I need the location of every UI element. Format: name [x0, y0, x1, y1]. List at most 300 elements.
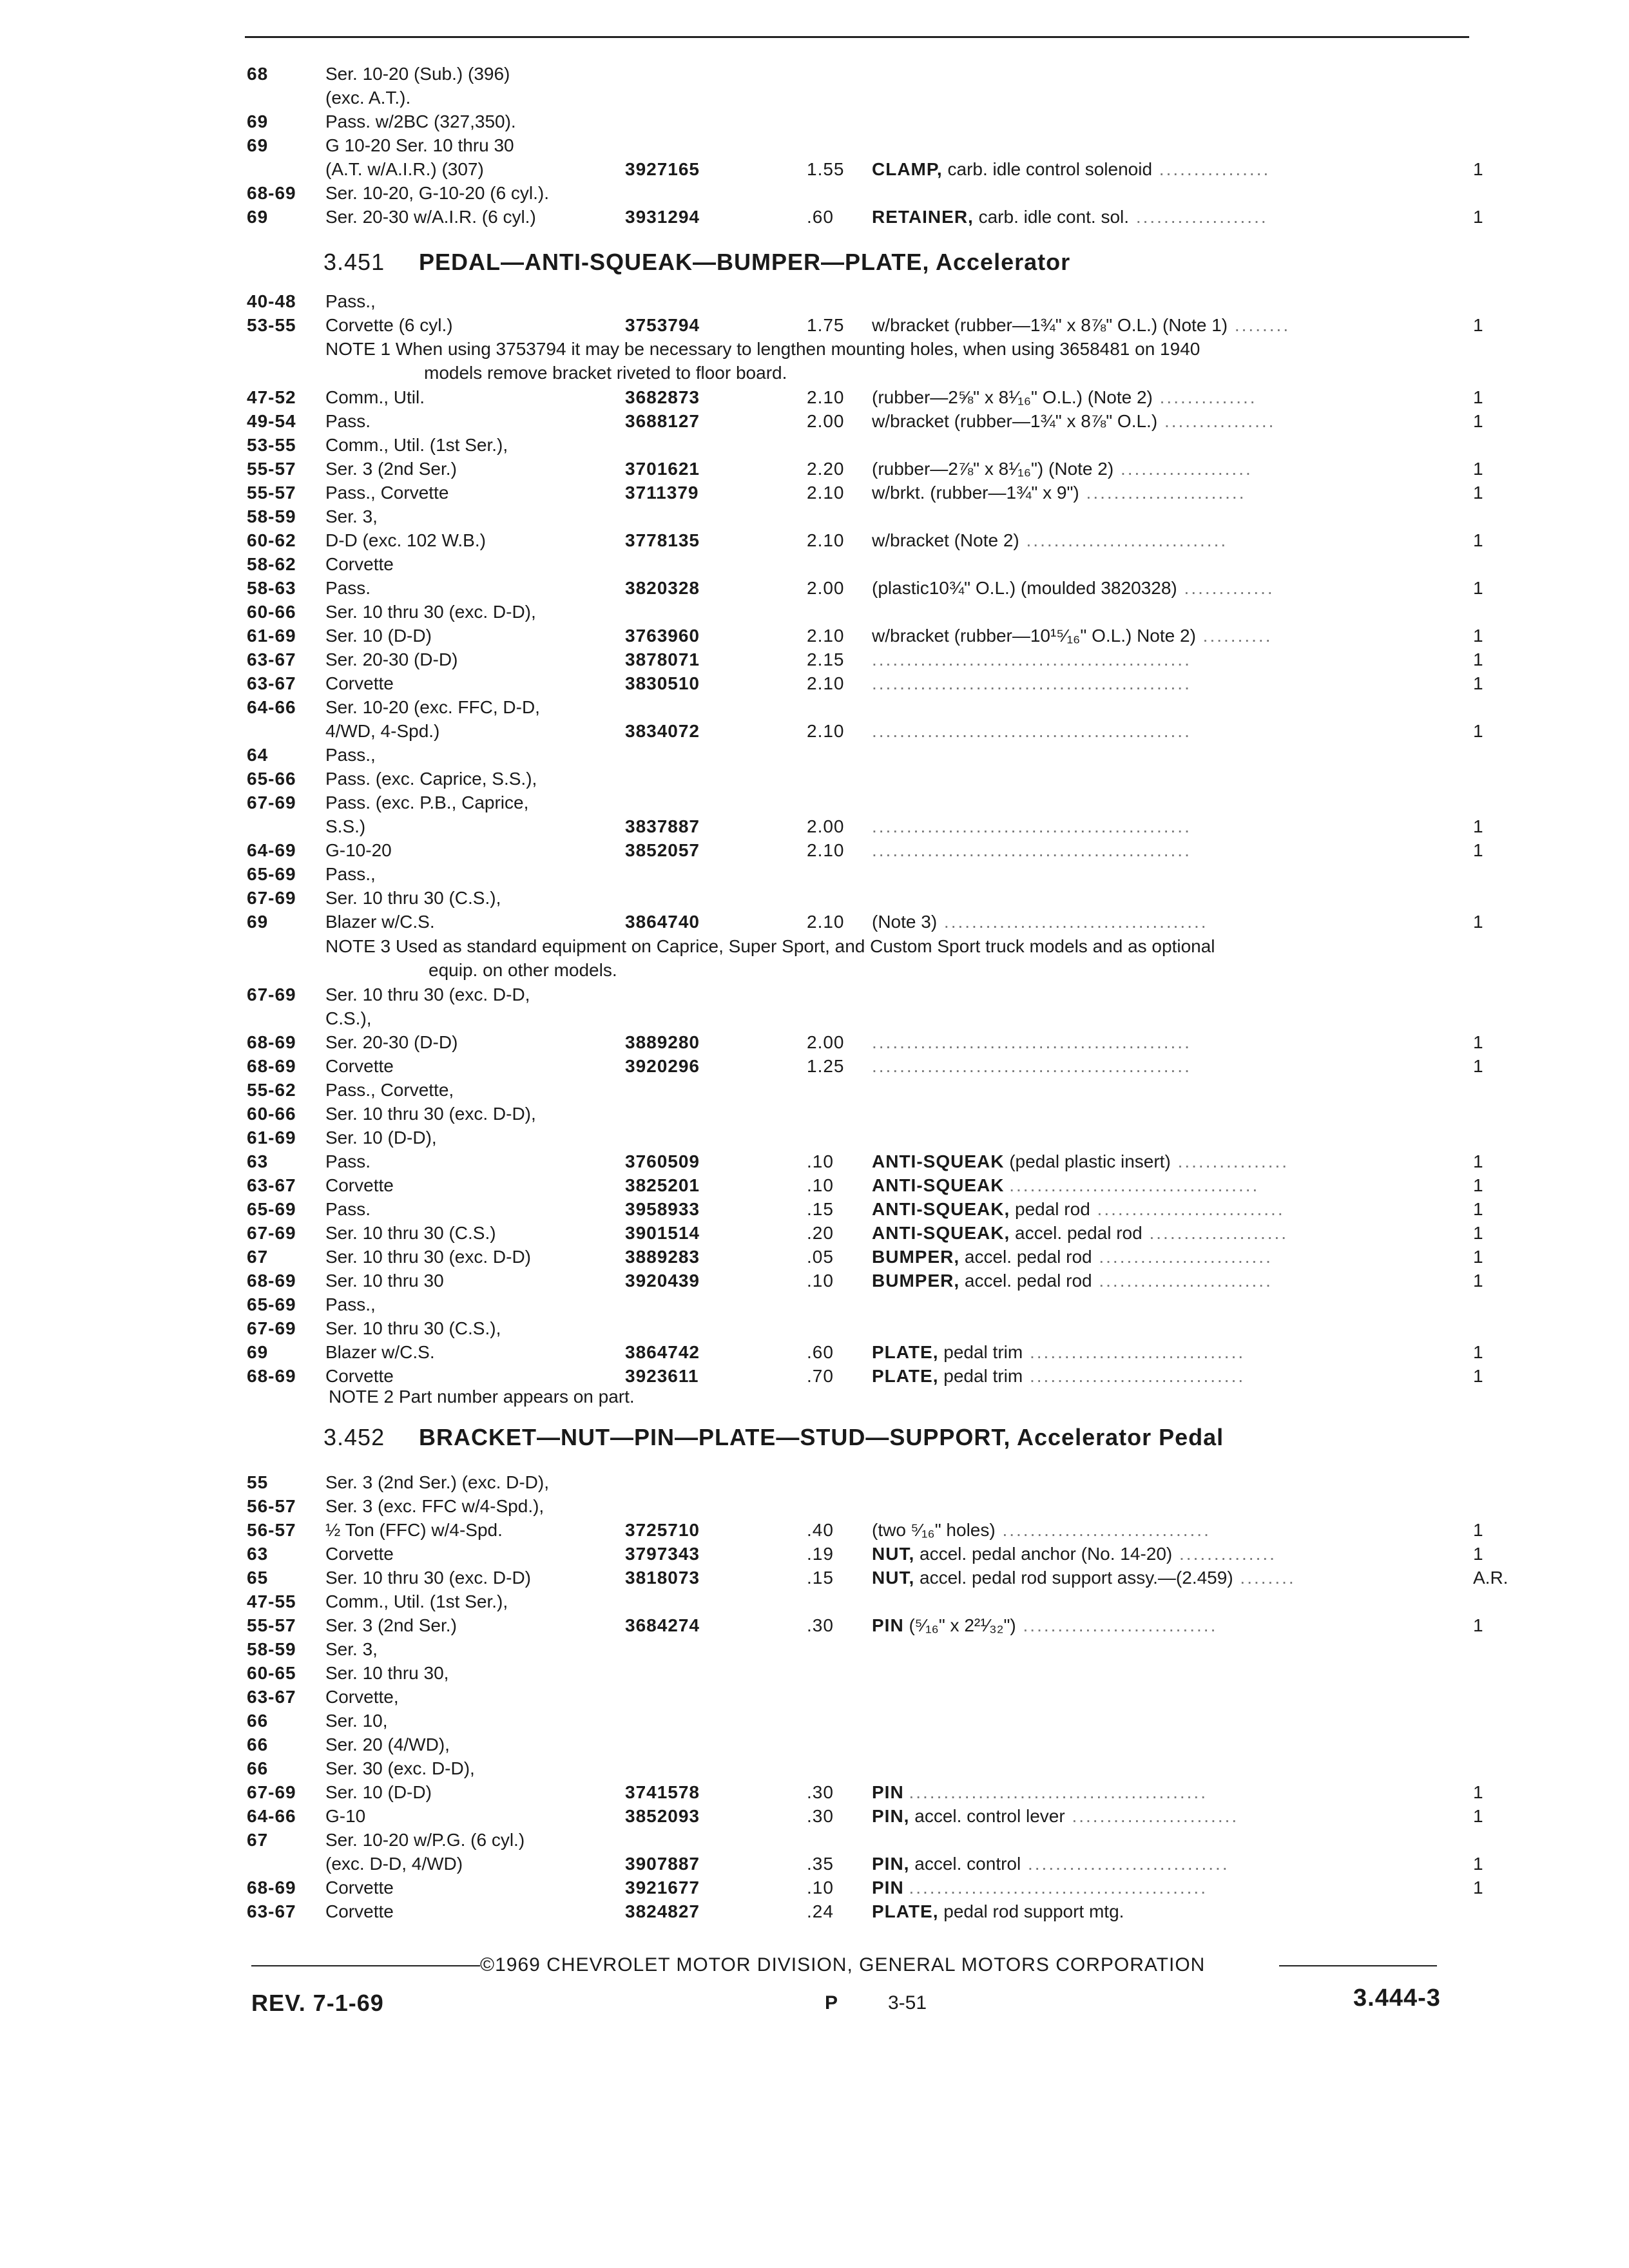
quantity: 1: [1473, 387, 1483, 407]
parts-row: [0, 313, 1629, 338]
parts-row: [0, 1149, 1629, 1174]
parts-row: [0, 1006, 1629, 1031]
model-years: 64-69: [247, 840, 296, 860]
section-number: 3.451: [323, 249, 385, 275]
description: [872, 528, 1228, 553]
description-text: (⁵⁄₁₆" x 2²¹⁄₃₂"): [909, 1615, 1016, 1635]
description-keyword: ANTI-SQUEAK,: [872, 1199, 1010, 1219]
price: .30: [807, 1806, 834, 1826]
description: [872, 1054, 1191, 1079]
footer-copyright: ©1969 CHEVROLET MOTOR DIVISION, GENERAL MOTORS CORPORATION: [480, 1954, 1206, 1975]
description: [872, 1852, 1229, 1876]
description: [872, 624, 1272, 648]
description-keyword: ANTI-SQUEAK: [872, 1151, 1005, 1171]
description-text: pedal rod support mtg.: [943, 1901, 1124, 1921]
leader-dots: ...................: [1129, 207, 1268, 227]
parts-row: [0, 838, 1629, 863]
parts-row: [0, 1899, 1629, 1924]
note-3-line-2: equip. on other models.: [429, 960, 617, 980]
section-heading-3-451: [323, 249, 1070, 276]
leader-dots: ..............................................: [872, 1056, 1191, 1076]
quantity: 1: [1473, 840, 1483, 860]
part-number: 3753794: [625, 315, 700, 335]
model-years: 64: [247, 745, 269, 765]
parts-row: [0, 409, 1629, 434]
description: [872, 814, 1191, 839]
application: C.S.),: [325, 1008, 372, 1028]
description: [872, 1780, 1208, 1805]
section-title: BRACKET—NUT—PIN—PLATE—STUD—SUPPORT, Accelerator Pedal: [419, 1424, 1224, 1450]
application: Blazer w/C.S.: [325, 1342, 435, 1362]
price: .35: [807, 1854, 834, 1874]
parts-row: [0, 983, 1629, 1007]
part-number: 3778135: [625, 530, 700, 550]
parts-row: [0, 62, 1629, 86]
model-years: 60-66: [247, 602, 296, 622]
part-number: 3701621: [625, 459, 700, 479]
model-years: 67-69: [247, 1782, 296, 1802]
quantity: 1: [1473, 578, 1483, 598]
description-text: w/bracket (rubber—1¾" x 8⅞" O.L.) (Note 1): [872, 315, 1228, 335]
parts-row: [0, 600, 1629, 624]
application: G-10-20: [325, 840, 392, 860]
part-number: 3688127: [625, 411, 700, 431]
model-years: 47-55: [247, 1591, 296, 1611]
model-years: 58-63: [247, 578, 296, 598]
description-keyword: NUT,: [872, 1568, 915, 1588]
description-text: w/bracket (rubber—10¹⁵⁄₁₆" O.L.) Note 2): [872, 626, 1196, 646]
description-keyword: BUMPER,: [872, 1271, 960, 1291]
leader-dots: ...........................................: [909, 1878, 1208, 1898]
application: (exc. D-D, 4/WD): [325, 1854, 463, 1874]
application: Corvette: [325, 1878, 394, 1898]
application: D-D (exc. 102 W.B.): [325, 530, 486, 550]
application: Pass. (exc. P.B., Caprice,: [325, 793, 529, 812]
price: 1.25: [807, 1056, 845, 1076]
leader-dots: ..............: [1172, 1544, 1277, 1564]
model-years: 68-69: [247, 1056, 296, 1076]
model-years: 67-69: [247, 1223, 296, 1243]
application: Ser. 10 thru 30 (exc. D-D),: [325, 602, 536, 622]
part-number: 3852093: [625, 1806, 700, 1826]
part-number: 3852057: [625, 840, 700, 860]
quantity: 1: [1473, 483, 1483, 503]
description-text: accel. pedal rod: [1015, 1223, 1142, 1243]
footer-revision: REV. 7-1-69: [251, 1990, 384, 2016]
description: [872, 457, 1253, 481]
part-number: 3901514: [625, 1223, 700, 1243]
price: .15: [807, 1568, 834, 1588]
application: Ser. 20-30 w/A.I.R. (6 cyl.): [325, 207, 536, 227]
price: 2.10: [807, 626, 845, 646]
parts-row: [0, 671, 1629, 696]
description: [872, 205, 1268, 229]
parts-row: [0, 1269, 1629, 1293]
application: Comm., Util.: [325, 387, 425, 407]
application: G 10-20 Ser. 10 thru 30: [325, 135, 514, 155]
description-text: accel. pedal rod support assy.—(2.459): [920, 1568, 1233, 1588]
model-years: 58-59: [247, 506, 296, 526]
model-years: 60-66: [247, 1104, 296, 1124]
description-text: (pedal plastic insert): [1009, 1151, 1171, 1171]
model-years: 67: [247, 1830, 269, 1850]
part-number: 3958933: [625, 1199, 700, 1219]
parts-row: [0, 1852, 1629, 1876]
description-text: accel. control: [914, 1854, 1021, 1874]
description-keyword: PLATE,: [872, 1342, 939, 1362]
model-years: 65: [247, 1568, 269, 1588]
parts-row: [0, 1293, 1629, 1317]
description-text: (Note 3): [872, 912, 938, 932]
parts-row: [0, 695, 1629, 720]
description-text: carb. idle control solenoid: [947, 159, 1153, 179]
application: Ser. 3 (2nd Ser.): [325, 1615, 457, 1635]
description: [872, 671, 1191, 696]
section-title: PEDAL—ANTI-SQUEAK—BUMPER—PLATE, Accelerator: [419, 249, 1071, 275]
application: (exc. A.T.).: [325, 88, 411, 108]
application: Corvette: [325, 1366, 394, 1386]
application: G-10: [325, 1806, 366, 1826]
parts-row: [0, 1197, 1629, 1222]
quantity: 1: [1473, 649, 1483, 669]
description: [872, 385, 1257, 410]
application: Ser. 10 thru 30 (exc. D-D),: [325, 1104, 536, 1124]
model-years: 60-65: [247, 1663, 296, 1683]
leader-dots: .............................: [1021, 1854, 1229, 1874]
parts-row: [0, 552, 1629, 577]
description-keyword: PIN: [872, 1878, 904, 1898]
model-years: 69: [247, 912, 269, 932]
application: Comm., Util. (1st Ser.),: [325, 435, 508, 455]
parts-row: [0, 624, 1629, 648]
leader-dots: ........: [1228, 315, 1291, 335]
leader-dots: ............................: [1016, 1615, 1218, 1635]
part-number: 3725710: [625, 1520, 700, 1540]
model-years: 65-69: [247, 1199, 296, 1219]
leader-dots: ......................................: [937, 912, 1208, 932]
leader-dots: .........................: [1092, 1271, 1273, 1291]
price: .70: [807, 1366, 834, 1386]
parts-row: [0, 181, 1629, 206]
model-years: 66: [247, 1735, 269, 1754]
description: [872, 1340, 1245, 1365]
model-years: 49-54: [247, 411, 296, 431]
quantity: 1: [1473, 912, 1483, 932]
application: Ser. 3 (2nd Ser.): [325, 459, 457, 479]
quantity: 1: [1473, 1854, 1483, 1874]
application: (A.T. w/A.I.R.) (307): [325, 159, 484, 179]
parts-row: [0, 1566, 1629, 1590]
description-text: (rubber—2⅞" x 8¹⁄₁₆") (Note 2): [872, 459, 1114, 479]
application: Corvette: [325, 1544, 394, 1564]
description: [872, 1804, 1239, 1829]
description: [872, 1221, 1288, 1245]
note-1-line-2: models remove bracket riveted to floor board.: [424, 363, 787, 383]
application: Pass., Corvette: [325, 483, 449, 503]
price: .24: [807, 1901, 834, 1921]
application: 4/WD, 4-Spd.): [325, 721, 440, 741]
price: 2.00: [807, 1032, 845, 1052]
part-number: 3889280: [625, 1032, 700, 1052]
model-years: 40-48: [247, 291, 296, 311]
leader-dots: ................: [1152, 159, 1271, 179]
model-years: 67-69: [247, 793, 296, 812]
application: Ser. 10 thru 30 (C.S.),: [325, 888, 501, 908]
application: Pass.,: [325, 1294, 376, 1314]
description: [872, 1173, 1259, 1198]
description: [872, 1518, 1211, 1542]
application: Pass.: [325, 1151, 371, 1171]
model-years: 67-69: [247, 1318, 296, 1338]
parts-row: [0, 814, 1629, 839]
leader-dots: .............: [1177, 578, 1275, 598]
application: Corvette (6 cyl.): [325, 315, 453, 335]
application: Ser. 10 thru 30: [325, 1271, 444, 1291]
price: .40: [807, 1520, 834, 1540]
part-number: 3907887: [625, 1854, 700, 1874]
application: Ser. 3,: [325, 1639, 378, 1659]
model-years: 67: [247, 1247, 269, 1267]
description-text: carb. idle cont. sol.: [978, 207, 1130, 227]
application: Comm., Util. (1st Ser.),: [325, 1591, 508, 1611]
application: Ser. 20 (4/WD),: [325, 1735, 450, 1754]
leader-dots: ...................: [1113, 459, 1253, 479]
model-years: 55: [247, 1472, 269, 1492]
application: Ser. 10 thru 30 (exc. D-D): [325, 1568, 532, 1588]
parts-row: [0, 791, 1629, 815]
model-years: 68-69: [247, 183, 296, 203]
price: 1.75: [807, 315, 845, 335]
parts-row: [0, 1804, 1629, 1829]
parts-row: [0, 1078, 1629, 1102]
part-number: 3927165: [625, 159, 700, 179]
application: Pass.,: [325, 291, 376, 311]
part-number: 3889283: [625, 1247, 700, 1267]
description-keyword: PIN,: [872, 1854, 910, 1874]
price: 2.15: [807, 649, 845, 669]
application: Ser. 10-20 w/P.G. (6 cyl.): [325, 1830, 525, 1850]
footer-rule-left: [251, 1965, 480, 1966]
part-number: 3684274: [625, 1615, 700, 1635]
price: .10: [807, 1151, 834, 1171]
parts-row: [0, 1661, 1629, 1686]
model-years: 68: [247, 64, 269, 84]
model-years: 53-55: [247, 435, 296, 455]
application: Corvette: [325, 1901, 394, 1921]
application: Ser. 10 thru 30 (C.S.): [325, 1223, 496, 1243]
parts-row: [0, 1828, 1629, 1852]
model-years: 55-57: [247, 1615, 296, 1635]
part-number: 3834072: [625, 721, 700, 741]
leader-dots: ..............................: [995, 1520, 1211, 1540]
parts-row: [0, 576, 1629, 601]
parts-row: [0, 1126, 1629, 1150]
footer-group-code: 3.444-3: [1353, 1984, 1441, 2012]
description-keyword: PLATE,: [872, 1901, 939, 1921]
description-keyword: NUT,: [872, 1544, 915, 1564]
model-years: 63-67: [247, 673, 296, 693]
section-number: 3.452: [323, 1424, 385, 1450]
leader-dots: ...............................: [1023, 1342, 1246, 1362]
leader-dots: ....................................: [1009, 1175, 1260, 1195]
price: 2.00: [807, 578, 845, 598]
price: 2.20: [807, 459, 845, 479]
parts-row: [0, 1876, 1629, 1900]
model-years: 69: [247, 111, 269, 131]
parts-row: [0, 1030, 1629, 1055]
parts-row: [0, 505, 1629, 529]
model-years: 69: [247, 1342, 269, 1362]
parts-row: [0, 1364, 1629, 1389]
price: 2.10: [807, 673, 845, 693]
quantity: 1: [1473, 1878, 1483, 1898]
application: Pass.: [325, 411, 371, 431]
model-years: 65-69: [247, 1294, 296, 1314]
parts-row: [0, 743, 1629, 767]
part-number: 3824827: [625, 1901, 700, 1921]
description-text: pedal trim: [943, 1366, 1023, 1386]
description-text: w/bracket (Note 2): [872, 530, 1019, 550]
leader-dots: ..............................................: [872, 816, 1191, 836]
part-number: 3921677: [625, 1878, 700, 1898]
model-years: 69: [247, 135, 269, 155]
description-text: w/brkt. (rubber—1¾" x 9"): [872, 483, 1079, 503]
price: .60: [807, 207, 834, 227]
description: [872, 409, 1275, 434]
price: .10: [807, 1271, 834, 1291]
price: 2.00: [807, 411, 845, 431]
note-2: NOTE 2 Part number appears on part.: [329, 1387, 635, 1407]
application: Corvette: [325, 1056, 394, 1076]
description-keyword: PIN,: [872, 1806, 910, 1826]
description: [872, 648, 1191, 672]
description-keyword: PIN: [872, 1615, 904, 1635]
description-keyword: ANTI-SQUEAK,: [872, 1223, 1010, 1243]
application: Ser. 10-20 (Sub.) (396): [325, 64, 510, 84]
quantity: 1: [1473, 1056, 1483, 1076]
price: .60: [807, 1342, 834, 1362]
application: Ser. 20-30 (D-D): [325, 1032, 458, 1052]
quantity: 1: [1473, 207, 1483, 227]
quantity: 1: [1473, 1032, 1483, 1052]
quantity: 1: [1473, 530, 1483, 550]
application: Pass. (exc. Caprice, S.S.),: [325, 769, 537, 789]
price: .30: [807, 1615, 834, 1635]
application: ½ Ton (FFC) w/4-Spd.: [325, 1520, 503, 1540]
description-text: w/bracket (rubber—1¾" x 8⅞" O.L.): [872, 411, 1158, 431]
quantity: 1: [1473, 411, 1483, 431]
parts-row: [0, 481, 1629, 505]
description-keyword: PLATE,: [872, 1366, 939, 1386]
application: Corvette,: [325, 1687, 399, 1707]
parts-row: [0, 767, 1629, 791]
description: [872, 1197, 1285, 1222]
parts-row: [0, 1054, 1629, 1079]
parts-row: [0, 648, 1629, 672]
leader-dots: .........................: [1092, 1247, 1273, 1267]
model-years: 63-67: [247, 1687, 296, 1707]
part-number: 3830510: [625, 673, 700, 693]
model-years: 61-69: [247, 1128, 296, 1148]
parts-row: [0, 1756, 1629, 1781]
footer-page-number: 3-51: [888, 1992, 927, 2013]
application: Ser. 10-20, G-10-20 (6 cyl.).: [325, 183, 550, 203]
parts-row: [0, 1590, 1629, 1614]
parts-row: [0, 110, 1629, 134]
part-number: 3818073: [625, 1568, 700, 1588]
parts-row: [0, 133, 1629, 158]
price: .19: [807, 1544, 834, 1564]
description-text: accel. pedal anchor (No. 14-20): [920, 1544, 1173, 1564]
parts-row: [0, 1733, 1629, 1757]
quantity: 1: [1473, 1223, 1483, 1243]
leader-dots: .............................: [1019, 530, 1228, 550]
model-years: 58-59: [247, 1639, 296, 1659]
quantity: 1: [1473, 1782, 1483, 1802]
price: 2.10: [807, 530, 845, 550]
parts-row: [0, 1316, 1629, 1341]
model-years: 66: [247, 1711, 269, 1731]
parts-row: [0, 86, 1629, 110]
leader-dots: ................: [1157, 411, 1276, 431]
leader-dots: ..............................................: [872, 649, 1191, 669]
description-keyword: CLAMP,: [872, 159, 943, 179]
description-keyword: BUMPER,: [872, 1247, 960, 1267]
part-number: 3682873: [625, 387, 700, 407]
parts-row: [0, 886, 1629, 910]
application: Ser. 10 (D-D): [325, 626, 432, 646]
quantity: 1: [1473, 159, 1483, 179]
model-years: 58-62: [247, 554, 296, 574]
model-years: 63-67: [247, 649, 296, 669]
model-years: 68-69: [247, 1878, 296, 1898]
model-years: 63-67: [247, 1175, 296, 1195]
description: [872, 1245, 1273, 1269]
quantity: 1: [1473, 1175, 1483, 1195]
model-years: 65-66: [247, 769, 296, 789]
description-text: accel. pedal rod: [964, 1247, 1092, 1267]
description-keyword: RETAINER,: [872, 207, 974, 227]
quantity: 1: [1473, 1615, 1483, 1635]
model-years: 63: [247, 1544, 269, 1564]
price: 2.10: [807, 721, 845, 741]
leader-dots: ..............................................: [872, 721, 1191, 741]
note-3-line-1: NOTE 3 Used as standard equipment on Caprice, Super Sport, and Custom Sport truck models and as optional: [325, 936, 1215, 956]
quantity: 1: [1473, 1806, 1483, 1826]
leader-dots: ...........................: [1090, 1199, 1285, 1219]
model-years: 55-57: [247, 483, 296, 503]
price: .20: [807, 1223, 834, 1243]
footer-rule-right: [1279, 1965, 1437, 1966]
description: [872, 481, 1246, 505]
part-number: 3920439: [625, 1271, 700, 1291]
price: .10: [807, 1878, 834, 1898]
quantity: A.R.: [1473, 1568, 1509, 1588]
quantity: 1: [1473, 816, 1483, 836]
model-years: 67-69: [247, 888, 296, 908]
leader-dots: .......................: [1079, 483, 1246, 503]
description-text: pedal trim: [943, 1342, 1023, 1362]
application: Pass., Corvette,: [325, 1080, 454, 1100]
application: Ser. 20-30 (D-D): [325, 649, 458, 669]
quantity: 1: [1473, 673, 1483, 693]
application: Ser. 30 (exc. D-D),: [325, 1758, 475, 1778]
application: Corvette: [325, 1175, 394, 1195]
description: [872, 1364, 1245, 1389]
parts-row: [0, 289, 1629, 314]
parts-row: [0, 719, 1629, 744]
model-years: 67-69: [247, 985, 296, 1004]
